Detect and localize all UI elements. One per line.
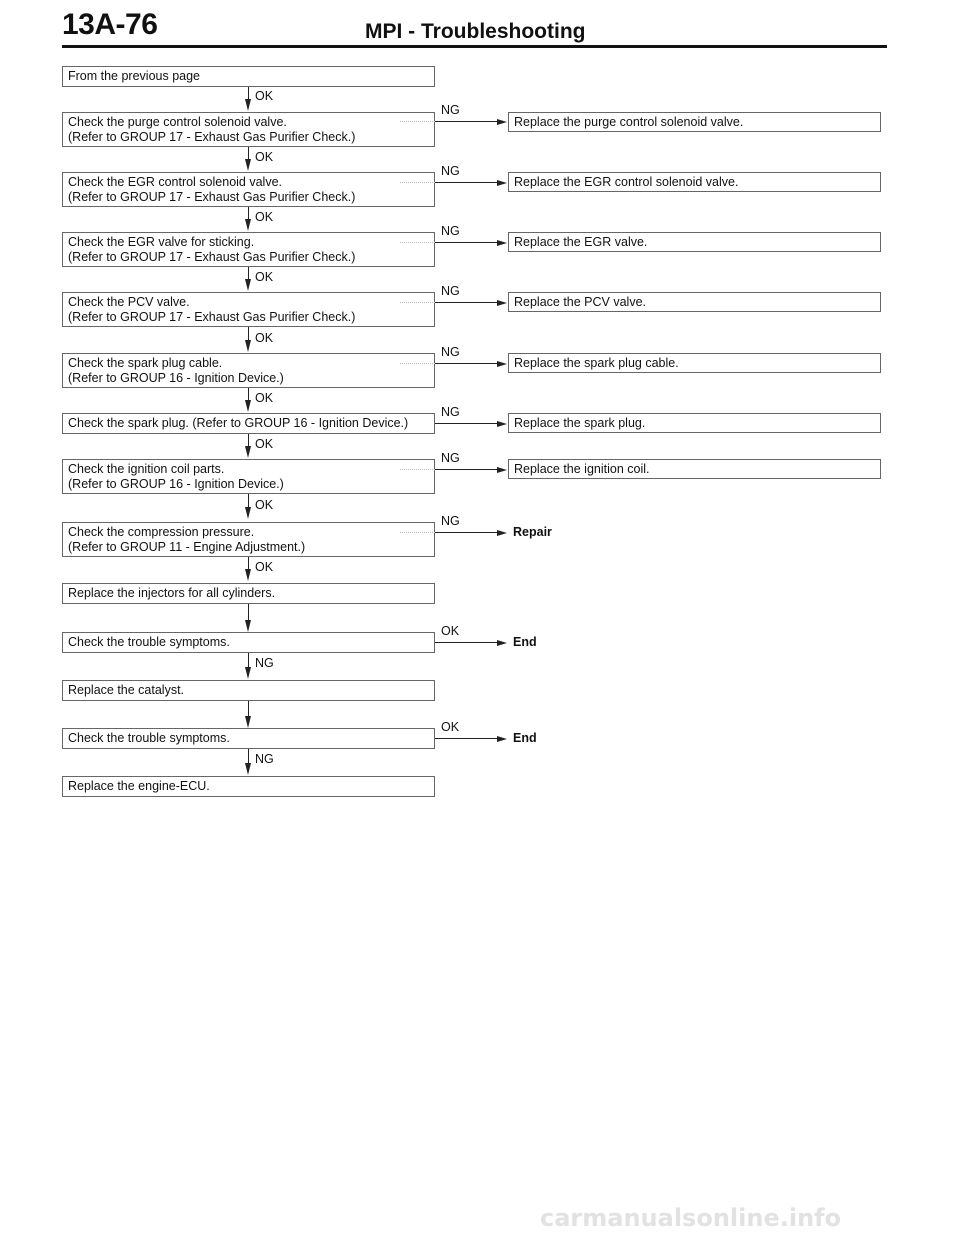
action-text: Replace the PCV valve.	[514, 294, 647, 309]
symptom-check-1	[62, 632, 435, 653]
down-arrow-icon	[245, 507, 251, 519]
right-arrow-icon	[497, 467, 507, 473]
right-arrow-icon	[497, 240, 507, 246]
check-line1: Check the purge control solenoid valve.	[68, 114, 287, 129]
ok-line	[435, 642, 498, 643]
action-box	[508, 112, 881, 132]
action-box	[508, 353, 881, 373]
action-box	[508, 232, 881, 252]
check-line2: (Refer to GROUP 16 - Ignition Device.)	[68, 370, 284, 385]
ok-label: OK	[255, 210, 274, 224]
action-box	[508, 413, 881, 433]
end-outcome: End	[513, 635, 537, 649]
right-arrow-icon	[497, 361, 507, 367]
down-arrow-icon	[245, 763, 251, 775]
step-ecu	[62, 776, 435, 797]
check-line1: Check the spark plug cable.	[68, 355, 223, 370]
ng-line	[435, 469, 498, 470]
step-injectors	[62, 583, 435, 604]
dotted-leader	[400, 121, 435, 122]
step-text: Check the trouble symptoms.	[68, 635, 230, 649]
ok-label: OK	[441, 624, 460, 638]
ng-label: NG	[255, 656, 274, 670]
connector-line	[248, 653, 249, 668]
dotted-leader	[400, 242, 435, 243]
right-arrow-icon	[497, 300, 507, 306]
down-arrow-icon	[245, 219, 251, 231]
action-box	[508, 172, 881, 192]
dotted-leader	[400, 182, 435, 183]
ng-label: NG	[441, 451, 460, 465]
check-box-purge	[62, 112, 435, 147]
check-box-ignition-coil	[62, 459, 435, 494]
down-arrow-icon	[245, 620, 251, 632]
down-arrow-icon	[245, 716, 251, 728]
down-arrow-icon	[245, 446, 251, 458]
start-text: From the previous page	[68, 69, 201, 83]
ok-label: OK	[255, 437, 274, 451]
step-text: Check the trouble symptoms.	[68, 731, 230, 745]
connector-line	[248, 327, 249, 341]
check-line2: (Refer to GROUP 17 - Exhaust Gas Purifier Check.)	[68, 129, 356, 144]
action-box	[508, 292, 881, 312]
ng-label: NG	[441, 164, 460, 178]
ng-label: NG	[441, 405, 460, 419]
connector-line	[248, 604, 249, 621]
right-arrow-icon	[497, 640, 507, 646]
check-line1: Check the ignition coil parts.	[68, 461, 225, 476]
step-text: Replace the catalyst.	[68, 683, 185, 697]
ok-label: OK	[255, 498, 274, 512]
check-line2: (Refer to GROUP 17 - Exhaust Gas Purifier Check.)	[68, 309, 356, 324]
right-arrow-icon	[497, 530, 507, 536]
down-arrow-icon	[245, 667, 251, 679]
check-box-egr-valve	[62, 232, 435, 267]
page-number: 13A-76	[62, 8, 158, 41]
dotted-leader	[400, 469, 435, 470]
dotted-leader	[400, 363, 435, 364]
down-arrow-icon	[245, 340, 251, 352]
ng-line	[435, 532, 498, 533]
check-line2: (Refer to GROUP 17 - Exhaust Gas Purifier Check.)	[68, 189, 356, 204]
down-arrow-icon	[245, 159, 251, 171]
ng-label: NG	[441, 284, 460, 298]
ok-label: OK	[255, 331, 274, 345]
dotted-leader	[400, 532, 435, 533]
action-text: Replace the spark plug.	[514, 415, 646, 430]
action-box	[508, 459, 881, 479]
ok-label: OK	[255, 560, 274, 574]
connector-line	[248, 701, 249, 717]
check-line1: Check the spark plug. (Refer to GROUP 16 - Ignition Device.)	[68, 416, 409, 430]
header-rule	[62, 45, 887, 48]
check-box-pcv	[62, 292, 435, 327]
symptom-check-2	[62, 728, 435, 749]
start-box	[62, 66, 435, 87]
ng-line	[435, 302, 498, 303]
action-text: Replace the purge control solenoid valve.	[514, 114, 744, 129]
watermark: carmanualsonline.info	[540, 1204, 842, 1232]
check-box-egr-solenoid	[62, 172, 435, 207]
ng-line	[435, 182, 498, 183]
step-catalyst	[62, 680, 435, 701]
right-arrow-icon	[497, 119, 507, 125]
action-text: Replace the EGR control solenoid valve.	[514, 174, 739, 189]
check-line1: Check the compression pressure.	[68, 524, 255, 539]
check-box-spark-plug	[62, 413, 435, 434]
step-text: Replace the injectors for all cylinders.	[68, 586, 276, 600]
check-line2: (Refer to GROUP 17 - Exhaust Gas Purifier Check.)	[68, 249, 356, 264]
down-arrow-icon	[245, 99, 251, 111]
dotted-leader	[400, 302, 435, 303]
check-line1: Check the EGR valve for sticking.	[68, 234, 255, 249]
page-title: MPI - Troubleshooting	[365, 20, 586, 43]
check-box-compression	[62, 522, 435, 557]
ng-label: NG	[255, 752, 274, 766]
ng-label: NG	[441, 345, 460, 359]
check-line2: (Refer to GROUP 11 - Engine Adjustment.)	[68, 539, 306, 554]
action-text: Replace the EGR valve.	[514, 234, 648, 249]
ng-label: NG	[441, 103, 460, 117]
right-arrow-icon	[497, 421, 507, 427]
down-arrow-icon	[245, 279, 251, 291]
connector-line	[248, 494, 249, 508]
action-text: Replace the spark plug cable.	[514, 355, 679, 370]
ng-label: NG	[441, 514, 460, 528]
ok-label: OK	[255, 391, 274, 405]
right-arrow-icon	[497, 180, 507, 186]
check-line1: Check the PCV valve.	[68, 294, 190, 309]
ok-label: OK	[255, 89, 274, 103]
down-arrow-icon	[245, 400, 251, 412]
action-text: Replace the ignition coil.	[514, 461, 650, 476]
ok-line	[435, 738, 498, 739]
ng-label: NG	[441, 224, 460, 238]
check-box-spark-plug-cable	[62, 353, 435, 388]
end-outcome: End	[513, 731, 537, 745]
ng-line	[435, 423, 498, 424]
right-arrow-icon	[497, 736, 507, 742]
ok-label: OK	[441, 720, 460, 734]
step-text: Replace the engine-ECU.	[68, 779, 210, 793]
connector-line	[248, 87, 249, 99]
ng-line	[435, 242, 498, 243]
repair-outcome: Repair	[513, 525, 552, 539]
down-arrow-icon	[245, 569, 251, 581]
ng-line	[435, 121, 498, 122]
connector-line	[248, 749, 249, 764]
check-line2: (Refer to GROUP 16 - Ignition Device.)	[68, 476, 284, 491]
ok-label: OK	[255, 150, 274, 164]
check-line1: Check the EGR control solenoid valve.	[68, 174, 282, 189]
ok-label: OK	[255, 270, 274, 284]
ng-line	[435, 363, 498, 364]
